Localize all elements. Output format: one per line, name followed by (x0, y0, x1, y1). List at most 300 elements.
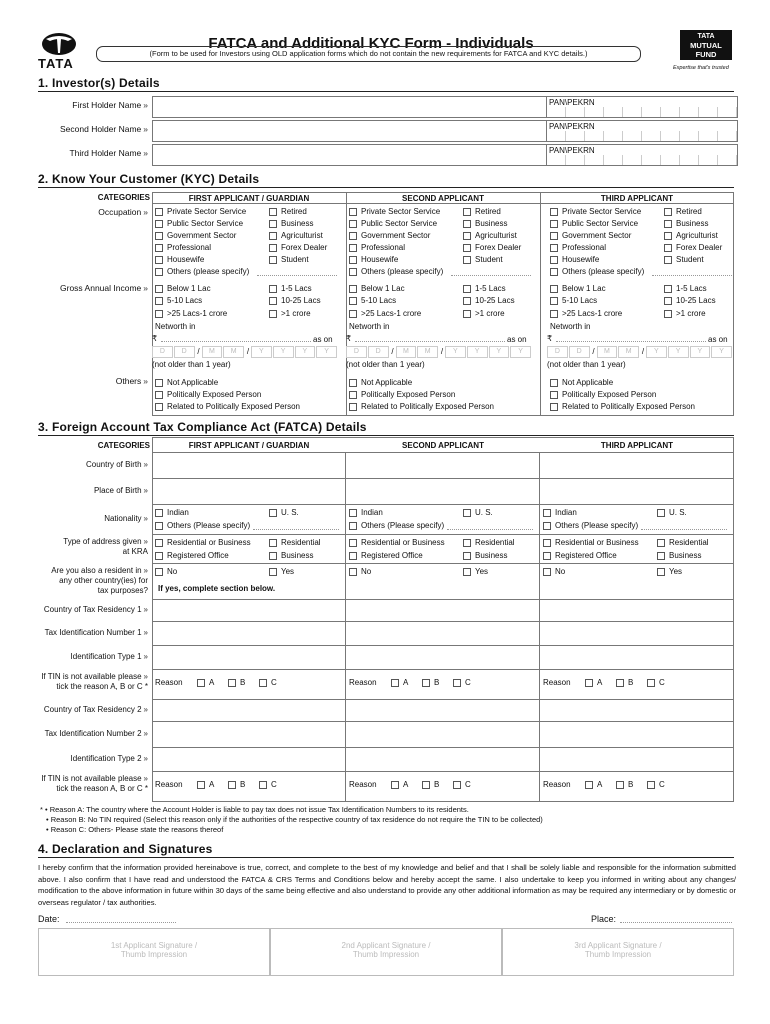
reason-tinna2-first-c-box[interactable] (259, 781, 267, 789)
occ-third-others-box[interactable] (550, 268, 558, 276)
occ-third-0a-label: Private Sector Service (562, 207, 642, 216)
occ-third-4b-box[interactable] (664, 256, 672, 264)
addr-first-bus[interactable] (269, 551, 313, 561)
addr-first-res-label: Residential (281, 538, 321, 547)
occ-first-3b-box[interactable] (269, 244, 277, 252)
oth-first-1[interactable] (155, 390, 261, 400)
signature-box-first[interactable]: 1st Applicant Signature / Thumb Impression (38, 928, 270, 976)
occ-second-0a-box[interactable] (349, 208, 357, 216)
inc-second-0b-box[interactable] (463, 285, 471, 293)
inc-first-1a[interactable] (155, 296, 202, 306)
inc-first-2b-box[interactable] (269, 310, 277, 318)
inc-first-2b[interactable] (269, 309, 311, 319)
inc-second-0b[interactable] (463, 284, 506, 294)
occ-third-3a-box[interactable] (550, 244, 558, 252)
networth-input-first[interactable] (161, 341, 311, 342)
inc-third-0b-box[interactable] (664, 285, 672, 293)
occ-first-3a[interactable] (155, 243, 211, 253)
occ-first-1a-box[interactable] (155, 220, 163, 228)
signature-box-third[interactable]: 3rd Applicant Signature / Thumb Impression (502, 928, 734, 976)
cell-tin2-first[interactable] (152, 722, 346, 748)
nat-first-others-box[interactable] (155, 522, 163, 530)
holder-name-input-third[interactable] (152, 144, 547, 166)
mutual-fund-logo: TATA MUTUAL FUND (680, 30, 732, 60)
nat-first-specify[interactable] (253, 529, 339, 530)
occ-second-4a-box[interactable] (349, 256, 357, 264)
networth-label-third: Networth in (550, 322, 591, 331)
oth-first-0[interactable] (155, 378, 218, 388)
networth-date-third[interactable]: D D / M M / Y Y Y Y (547, 346, 733, 358)
occ-first-3b[interactable] (269, 243, 327, 253)
occ-third-2a-box[interactable] (550, 232, 558, 240)
reason-tinna1-second-a[interactable] (391, 678, 408, 688)
occ-first-others-label: Others (please specify) (167, 267, 250, 276)
cell-cob-first[interactable] (152, 453, 346, 479)
occ-third-1b-label: Business (676, 219, 709, 228)
cell-ctr2-first[interactable] (152, 700, 346, 722)
addr-first-regoff[interactable] (155, 551, 229, 561)
inc-third-2b-box[interactable] (664, 310, 672, 318)
occ-second-others-box[interactable] (349, 268, 357, 276)
occ-first-others-box[interactable] (155, 268, 163, 276)
reason-label-tinna2-third: Reason (543, 780, 571, 789)
reason-label-tinna1-second: Reason (349, 678, 377, 687)
nat-third-indian[interactable] (543, 508, 577, 518)
nat-second-indian[interactable] (349, 508, 383, 518)
oth-first-1-box[interactable] (155, 391, 163, 399)
occ-first-2b-box[interactable] (269, 232, 277, 240)
nat-third-others[interactable] (543, 521, 638, 531)
occ-first-specify[interactable] (257, 275, 337, 276)
cell-tin2-third[interactable] (540, 722, 734, 748)
cell-ctr1-first[interactable] (152, 600, 346, 622)
nat-second-others-label: Others (Please specify) (361, 521, 445, 530)
occ-third-4b[interactable] (664, 255, 704, 265)
inc-second-2b-box[interactable] (463, 310, 471, 318)
inc-second-2a-box[interactable] (349, 310, 357, 318)
res-second-no-box[interactable] (349, 568, 357, 576)
cell-idt2-first[interactable] (152, 748, 346, 772)
res-third-yes[interactable] (657, 567, 682, 577)
cell-idt1-second[interactable] (346, 646, 540, 670)
oth-third-0-label: Not Applicable (562, 378, 614, 387)
addr-third-res-box[interactable] (657, 539, 665, 547)
nat-first-indian[interactable] (155, 508, 189, 518)
inc-third-2a-box[interactable] (550, 310, 558, 318)
occ-third-1b-box[interactable] (664, 220, 672, 228)
reason-tinna1-second-a-label: A (403, 678, 409, 687)
inc-first-2a-label: >25 Lacs-1 crore (167, 309, 228, 318)
inc-second-0a-label: Below 1 Lac (361, 284, 405, 293)
pan-field-second[interactable]: PAN\PEKRN (547, 120, 738, 142)
oth-second-1-box[interactable] (349, 391, 357, 399)
occ-third-3a-label: Professional (562, 243, 607, 252)
inc-third-1a[interactable] (550, 296, 597, 306)
occ-third-others[interactable] (550, 267, 644, 277)
oth-first-2[interactable] (155, 402, 300, 412)
occ-second-others[interactable] (349, 267, 443, 277)
oth-third-2[interactable] (550, 402, 695, 412)
addr-first-regoff-box[interactable] (155, 552, 163, 560)
nat-third-us-box[interactable] (657, 509, 665, 517)
nat-third-specify[interactable] (641, 529, 727, 530)
holder-name-input-second[interactable] (152, 120, 547, 142)
occ-first-1b[interactable] (269, 219, 313, 229)
inc-third-1a-label: 5-10 Lacs (562, 296, 598, 305)
reason-tinna2-first-b[interactable] (228, 780, 245, 790)
cell-tin1-second[interactable] (346, 622, 540, 646)
inc-second-1b[interactable] (463, 296, 515, 306)
occ-third-4a[interactable] (550, 255, 599, 265)
reason-tinna2-second-a-box[interactable] (391, 781, 399, 789)
date-field[interactable] (66, 922, 176, 923)
cell-idt1-first[interactable] (152, 646, 346, 670)
reason-tinna2-third-a-box[interactable] (585, 781, 593, 789)
addr-first-resbus-box[interactable] (155, 539, 163, 547)
oth-third-2-label: Related to Politically Exposed Person (562, 402, 695, 411)
reason-tinna1-third-b-label: B (628, 678, 634, 687)
occ-second-1a[interactable] (349, 219, 437, 229)
inc-third-2b[interactable] (664, 309, 706, 319)
occ-third-3b-box[interactable] (664, 244, 672, 252)
res-first-no[interactable] (155, 567, 177, 577)
occ-first-2a[interactable] (155, 231, 236, 241)
nat-third-us[interactable] (657, 508, 687, 518)
cell-ctr1-second[interactable] (346, 600, 540, 622)
occ-third-2b-box[interactable] (664, 232, 672, 240)
res-first-no-box[interactable] (155, 568, 163, 576)
nat-first-us[interactable] (269, 508, 299, 518)
cell-res-second (346, 564, 540, 600)
inc-first-0b[interactable] (269, 284, 312, 294)
occ-first-2a-label: Government Sector (167, 231, 237, 240)
occ-second-3b-box[interactable] (463, 244, 471, 252)
fatca-col-third: THIRD APPLICANT (600, 441, 674, 450)
reason-tinna1-second-c-label: C (465, 678, 471, 687)
oth-second-2[interactable] (349, 402, 494, 412)
label-pob: Place of Birth » (93, 486, 148, 495)
occ-first-0a[interactable] (155, 207, 246, 217)
nat-second-us[interactable] (463, 508, 493, 518)
nat-first-us-box[interactable] (269, 509, 277, 517)
cell-ctr1-third[interactable] (540, 600, 734, 622)
reason-tinna1-first-a-label: A (209, 678, 215, 687)
reason-tinna2-third-a[interactable] (585, 780, 602, 790)
res-second-no-label: No (361, 567, 372, 576)
oth-first-2-box[interactable] (155, 403, 163, 411)
addr-first-bus-box[interactable] (269, 552, 277, 560)
nat-first-others[interactable] (155, 521, 250, 531)
reason-tinna2-first-b-box[interactable] (228, 781, 236, 789)
nat-second-us-box[interactable] (463, 509, 471, 517)
inc-third-0a[interactable] (550, 284, 606, 294)
inc-first-2a-box[interactable] (155, 310, 163, 318)
addr-second-res-box[interactable] (463, 539, 471, 547)
oth-second-1-label: Politically Exposed Person (361, 390, 456, 399)
reason-tinna1-first-b[interactable] (228, 678, 245, 688)
occ-second-3b[interactable] (463, 243, 521, 253)
cell-tin1-first[interactable] (152, 622, 346, 646)
res-second-yes-label: Yes (475, 567, 489, 576)
reason-tinna2-third-c-box[interactable] (647, 781, 655, 789)
networth-date-first[interactable]: D D / M M / Y Y Y Y (152, 346, 338, 358)
reason-tinna1-first-b-box[interactable] (228, 679, 236, 687)
addr-third-bus-box[interactable] (657, 552, 665, 560)
inc-second-1a-box[interactable] (349, 297, 357, 305)
occ-third-1b[interactable] (664, 219, 708, 229)
reason-tinna2-second-c[interactable] (453, 780, 471, 790)
cell-tin2-second[interactable] (346, 722, 540, 748)
cell-ctr2-third[interactable] (540, 700, 734, 722)
nat-second-indian-box[interactable] (349, 509, 357, 517)
addr-third-regoff-box[interactable] (543, 552, 551, 560)
cell-cob-third[interactable] (540, 453, 734, 479)
reason-tinna2-third-b-label: B (628, 780, 634, 789)
inc-first-1b[interactable] (269, 296, 321, 306)
occ-first-0b-box[interactable] (269, 208, 277, 216)
addr-second-regoff-label: Registered Office (361, 551, 423, 560)
inc-second-0a-box[interactable] (349, 285, 357, 293)
inc-second-1b-box[interactable] (463, 297, 471, 305)
inc-second-0a[interactable] (349, 284, 405, 294)
occ-second-4b[interactable] (463, 255, 503, 265)
addr-second-bus-box[interactable] (463, 552, 471, 560)
occ-second-1b[interactable] (463, 219, 507, 229)
inc-second-1a[interactable] (349, 296, 396, 306)
occ-second-0a[interactable] (349, 207, 440, 217)
networth-input-second[interactable] (355, 341, 505, 342)
occ-second-1a-box[interactable] (349, 220, 357, 228)
res-first-no-label: No (167, 567, 178, 576)
oth-third-0[interactable] (550, 378, 613, 388)
occ-second-0b-label: Retired (475, 207, 501, 216)
nat-second-specify[interactable] (447, 529, 533, 530)
occ-second-2a-box[interactable] (349, 232, 357, 240)
addr-third-bus[interactable] (657, 551, 701, 561)
reason-tinna1-first-a[interactable] (197, 678, 214, 688)
inc-first-0a[interactable] (155, 284, 211, 294)
reason-label-tinna2-second: Reason (349, 780, 377, 789)
inc-third-0a-box[interactable] (550, 285, 558, 293)
reason-tinna1-first-c-box[interactable] (259, 679, 267, 687)
networth-input-third[interactable] (556, 341, 706, 342)
nat-first-indian-box[interactable] (155, 509, 163, 517)
occ-first-0a-box[interactable] (155, 208, 163, 216)
reason-tinna1-first-a-box[interactable] (197, 679, 205, 687)
addr-second-resbus-box[interactable] (349, 539, 357, 547)
reason-tinna2-third-b[interactable] (616, 780, 633, 790)
reason-tinna1-second-a-box[interactable] (391, 679, 399, 687)
addr-second-resbus[interactable] (349, 538, 445, 548)
res-second-no[interactable] (349, 567, 371, 577)
addr-second-res[interactable] (463, 538, 515, 548)
cell-idt2-third[interactable] (540, 748, 734, 772)
nat-second-others-box[interactable] (349, 522, 357, 530)
nat-second-others[interactable] (349, 521, 444, 531)
occ-first-4b-box[interactable] (269, 256, 277, 264)
inc-third-1a-box[interactable] (550, 297, 558, 305)
oth-third-1-box[interactable] (550, 391, 558, 399)
occ-second-1b-box[interactable] (463, 220, 471, 228)
occ-second-specify[interactable] (451, 275, 531, 276)
res-second-yes-box[interactable] (463, 568, 471, 576)
inc-third-1b-box[interactable] (664, 297, 672, 305)
occ-first-2b[interactable] (269, 231, 323, 241)
res-third-no-box[interactable] (543, 568, 551, 576)
inc-third-1b[interactable] (664, 296, 716, 306)
addr-first-res-box[interactable] (269, 539, 277, 547)
cell-pob-third[interactable] (540, 479, 734, 505)
nat-third-others-box[interactable] (543, 522, 551, 530)
addr-first-resbus[interactable] (155, 538, 251, 548)
occ-third-4a-box[interactable] (550, 256, 558, 264)
oth-first-0-box[interactable] (155, 379, 163, 387)
inc-third-2a[interactable] (550, 309, 622, 319)
occ-third-2b[interactable] (664, 231, 718, 241)
occ-first-others[interactable] (155, 267, 249, 277)
inc-second-2b[interactable] (463, 309, 505, 319)
holder-name-input-first[interactable] (152, 96, 547, 118)
inc-first-0a-box[interactable] (155, 285, 163, 293)
signature-box-second[interactable]: 2nd Applicant Signature / Thumb Impression (270, 928, 502, 976)
occ-third-0a[interactable] (550, 207, 641, 217)
occ-second-0b[interactable] (463, 207, 501, 217)
nat-third-indian-box[interactable] (543, 509, 551, 517)
inc-third-2a-label: >25 Lacs-1 crore (562, 309, 623, 318)
occ-third-1a-box[interactable] (550, 220, 558, 228)
reason-tinna2-first-c[interactable] (259, 780, 277, 790)
occ-second-2b[interactable] (463, 231, 517, 241)
inc-first-0b-box[interactable] (269, 285, 277, 293)
occ-second-3a[interactable] (349, 243, 405, 253)
addr-second-regoff[interactable] (349, 551, 423, 561)
cell-cob-second[interactable] (346, 453, 540, 479)
inc-third-0b[interactable] (664, 284, 707, 294)
reason-tinna1-second-b-box[interactable] (422, 679, 430, 687)
reason-tinna1-second-b[interactable] (422, 678, 439, 688)
oth-second-0-box[interactable] (349, 379, 357, 387)
occ-second-4b-box[interactable] (463, 256, 471, 264)
nat-second-us-label: U. S. (475, 508, 493, 517)
inc-second-2a[interactable] (349, 309, 421, 319)
oth-third-2-box[interactable] (550, 403, 558, 411)
res-first-yes-box[interactable] (269, 568, 277, 576)
occ-first-2a-box[interactable] (155, 232, 163, 240)
inc-first-1a-box[interactable] (155, 297, 163, 305)
addr-third-resbus-box[interactable] (543, 539, 551, 547)
inc-third-0a-label: Below 1 Lac (562, 284, 606, 293)
cell-pob-second[interactable] (346, 479, 540, 505)
page-subtitle: (Form to be used for Investors using OLD application forms which do not contain the new requirements for FATCA and KYC details.) (96, 46, 641, 62)
oth-second-0[interactable] (349, 378, 412, 388)
reason-tinna2-first-a[interactable] (197, 780, 214, 790)
reason-tinna1-second-c-box[interactable] (453, 679, 461, 687)
occ-second-4a[interactable] (349, 255, 398, 265)
addr-first-res[interactable] (269, 538, 321, 548)
section-3-title: 3. Foreign Account Tax Compliance Act (FATCA) Details (38, 420, 367, 434)
occ-second-4b-label: Student (475, 255, 503, 264)
pan-field-third[interactable]: PAN\PEKRN (547, 144, 738, 166)
occ-first-1b-box[interactable] (269, 220, 277, 228)
nat-third-others-label: Others (Please specify) (555, 521, 639, 530)
reason-tinna2-second-b[interactable] (422, 780, 439, 790)
addr-third-res[interactable] (657, 538, 709, 548)
cell-ctr2-second[interactable] (346, 700, 540, 722)
occ-second-0b-box[interactable] (463, 208, 471, 216)
reason-tinna1-third-c-box[interactable] (647, 679, 655, 687)
occ-third-0a-box[interactable] (550, 208, 558, 216)
occ-second-2b-box[interactable] (463, 232, 471, 240)
occ-third-2a[interactable] (550, 231, 631, 241)
occ-second-3a-box[interactable] (349, 244, 357, 252)
place-field[interactable] (620, 922, 732, 923)
occ-first-3a-box[interactable] (155, 244, 163, 252)
reason-tinna1-second-c[interactable] (453, 678, 471, 688)
reason-tinna1-third-b[interactable] (616, 678, 633, 688)
occ-first-4a-box[interactable] (155, 256, 163, 264)
inc-first-1b-box[interactable] (269, 297, 277, 305)
oth-third-1[interactable] (550, 390, 656, 400)
occ-first-4a[interactable] (155, 255, 204, 265)
addr-second-bus[interactable] (463, 551, 507, 561)
reason-tinna2-first-a-box[interactable] (197, 781, 205, 789)
reason-tinna2-second-a[interactable] (391, 780, 408, 790)
occ-third-0b[interactable] (664, 207, 702, 217)
addr-third-regoff[interactable] (543, 551, 617, 561)
cell-idt2-second[interactable] (346, 748, 540, 772)
res-second-yes[interactable] (463, 567, 488, 577)
oth-third-0-box[interactable] (550, 379, 558, 387)
occ-first-1a[interactable] (155, 219, 243, 229)
cell-tin1-third[interactable] (540, 622, 734, 646)
oth-second-2-label: Related to Politically Exposed Person (361, 402, 494, 411)
occ-third-specify[interactable] (652, 275, 732, 276)
networth-date-second[interactable]: D D / M M / Y Y Y Y (346, 346, 532, 358)
cell-idt1-third[interactable] (540, 646, 734, 670)
res-third-no[interactable] (543, 567, 565, 577)
reason-tinna1-third-b-box[interactable] (616, 679, 624, 687)
occ-second-2a[interactable] (349, 231, 430, 241)
res-third-yes-box[interactable] (657, 568, 665, 576)
pan-field-first[interactable]: PAN\PEKRN (547, 96, 738, 118)
reason-tinna2-second-b-box[interactable] (422, 781, 430, 789)
occ-third-3b[interactable] (664, 243, 722, 253)
oth-second-2-box[interactable] (349, 403, 357, 411)
reason-label-tinna2-first: Reason (155, 780, 183, 789)
addr-third-resbus[interactable] (543, 538, 639, 548)
inc-first-2a[interactable] (155, 309, 227, 319)
reason-tinna1-third-c[interactable] (647, 678, 665, 688)
label-res: Are you also a resident in » any other country(ies) for tax purposes? (51, 566, 148, 595)
reason-tinna1-first-c[interactable] (259, 678, 277, 688)
res-first-yes[interactable] (269, 567, 294, 577)
label-ctr2: Country of Tax Residency 2 » (43, 705, 148, 714)
occ-third-1a[interactable] (550, 219, 638, 229)
reason-tinna2-third-c[interactable] (647, 780, 665, 790)
occ-first-0b[interactable] (269, 207, 307, 217)
occ-third-3a[interactable] (550, 243, 606, 253)
reason-tinna1-third-a-box[interactable] (585, 679, 593, 687)
occ-third-0b-box[interactable] (664, 208, 672, 216)
reason-tinna2-third-b-box[interactable] (616, 781, 624, 789)
reason-tinna2-second-c-box[interactable] (453, 781, 461, 789)
kyc-col-first: FIRST APPLICANT / GUARDIAN (188, 194, 310, 203)
addr-second-regoff-box[interactable] (349, 552, 357, 560)
reason-tinna1-third-a[interactable] (585, 678, 602, 688)
cell-pob-first[interactable] (152, 479, 346, 505)
occ-first-4b[interactable] (269, 255, 309, 265)
oth-second-1[interactable] (349, 390, 455, 400)
